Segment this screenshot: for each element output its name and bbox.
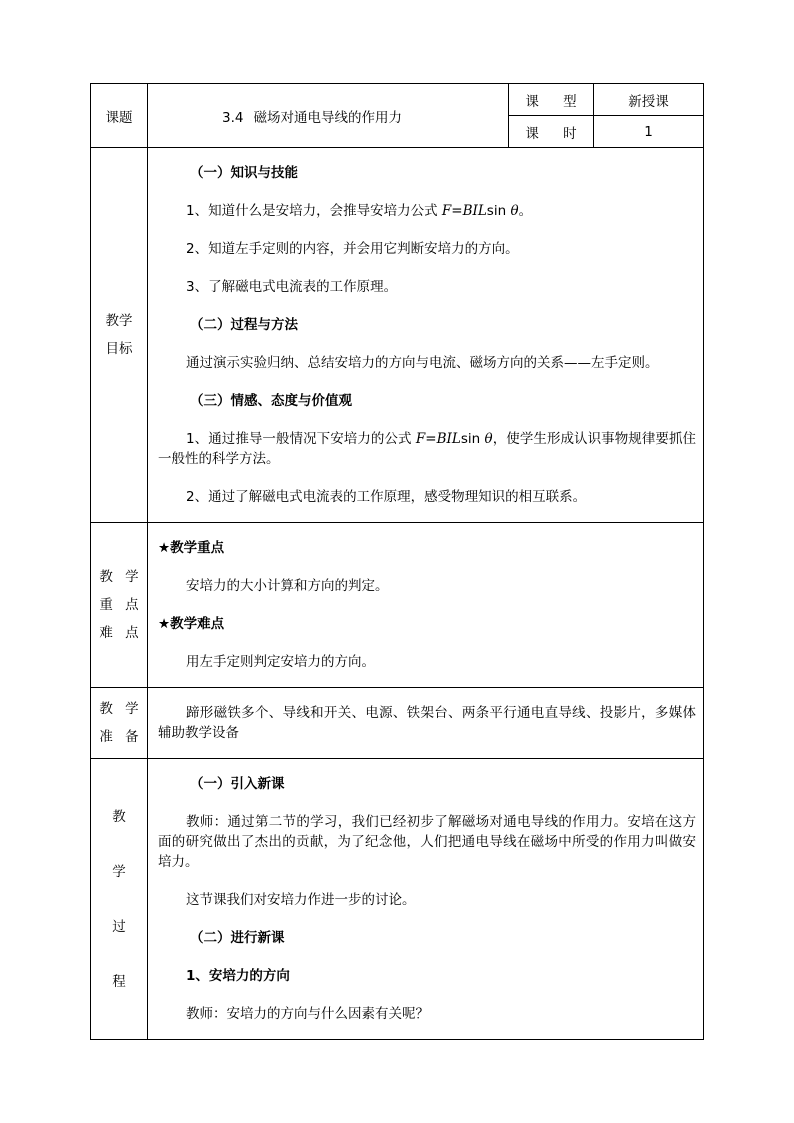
- difficulty-text: 用左手定则判定安培力的方向。: [186, 654, 375, 670]
- key-points-label-2: 重 点: [99, 597, 143, 613]
- objectives-item-1: 1、知道什么是安培力，会推导安培力公式 F=BILsin θ。: [186, 203, 533, 219]
- lesson-hours-value: 1: [594, 116, 704, 148]
- preparation-content: [148, 688, 704, 759]
- header-row-1: [91, 84, 704, 116]
- process-intro-text: 教师：通过第二节的学习，我们已经初步了解磁场对通电导线的作用力。安培在这方面的研究做出了杰出的贡献，为了纪念他，人们把通电导线在磁场中所受的作用力叫做安培力。: [158, 814, 696, 870]
- objectives-heading-process: （二）过程与方法: [190, 317, 298, 333]
- objectives-process-text: 通过演示实验归纳、总结安培力的方向与电流、磁场方向的关系——左手定则。: [186, 355, 659, 371]
- formula-theta: θ: [484, 431, 493, 447]
- preparation-label-2: 准 备: [99, 729, 143, 745]
- lesson-type-value: 新授课: [594, 84, 704, 116]
- topic-number: 3.4: [222, 109, 244, 126]
- objectives-row: [91, 148, 704, 523]
- process-label-1: 教: [112, 808, 126, 825]
- formula-f-bil: F=BIL: [415, 431, 461, 447]
- topic-title-cell: [148, 84, 509, 148]
- difficulty-heading: ★教学难点: [158, 616, 225, 632]
- process-heading-new-lesson: （二）进行新课: [190, 930, 285, 946]
- key-points-label-3: 难 点: [99, 625, 143, 641]
- topic-label: 课题: [105, 109, 133, 126]
- preparation-label-1: 教 学: [99, 701, 143, 717]
- objectives-label-1: 教学: [105, 313, 133, 329]
- key-points-text: 安培力的大小计算和方向的判定。: [186, 578, 389, 594]
- process-label-3: 过: [112, 918, 126, 935]
- objectives-attitude-item-1: 1、通过推导一般情况下安培力的公式 F=BILsin θ，使学生形成认识事物规律要抓住一般性的科学方法。: [158, 431, 697, 467]
- process-section-heading: 1、安培力的方向: [186, 968, 290, 984]
- process-row: [91, 759, 704, 1040]
- formula-theta: θ: [510, 203, 519, 219]
- process-label-2: 学: [112, 863, 126, 880]
- preparation-text: 蹄形磁铁多个、导线和开关、电源、铁架台、两条平行通电直导线、投影片，多媒体辅助教学设备: [158, 705, 696, 741]
- formula-f-bil: F=BIL: [441, 203, 487, 219]
- objectives-label-cell: [91, 148, 148, 523]
- process-intro-text-2: 这节课我们对安培力作进一步的讨论。: [186, 892, 416, 908]
- topic-label-cell: [91, 84, 148, 148]
- key-points-label-1: 教 学: [99, 569, 143, 585]
- objectives-heading-knowledge: （一）知识与技能: [190, 165, 298, 181]
- objectives-item-3: 3、了解磁电式电流表的工作原理。: [186, 279, 398, 295]
- objectives-attitude-item-2: 2、通过了解磁电式电流表的工作原理，感受物理知识的相互联系。: [186, 489, 587, 505]
- objectives-content: [148, 148, 704, 523]
- lesson-type-label: 课 型: [509, 84, 594, 116]
- process-heading-intro: （一）引入新课: [190, 776, 285, 792]
- process-content: [148, 759, 704, 1040]
- lesson-plan-table: [90, 83, 704, 1040]
- key-points-content: [148, 523, 704, 688]
- topic-title: 磁场对通电导线的作用力: [253, 109, 402, 126]
- objectives-item-2: 2、知道左手定则的内容，并会用它判断安培力的方向。: [186, 241, 519, 257]
- process-label-cell: [91, 759, 148, 1040]
- key-points-row: [91, 523, 704, 688]
- preparation-row: [91, 688, 704, 759]
- process-label-4: 程: [112, 973, 126, 990]
- preparation-label-cell: [91, 688, 148, 759]
- objectives-label-2: 目标: [105, 341, 133, 357]
- process-question-text: 教师：安培力的方向与什么因素有关呢？: [186, 1006, 429, 1022]
- objectives-heading-attitude: （三）情感、态度与价值观: [190, 393, 352, 409]
- key-points-heading: ★教学重点: [158, 540, 225, 556]
- lesson-hours-label: 课 时: [509, 116, 594, 148]
- key-points-label-cell: [91, 523, 148, 688]
